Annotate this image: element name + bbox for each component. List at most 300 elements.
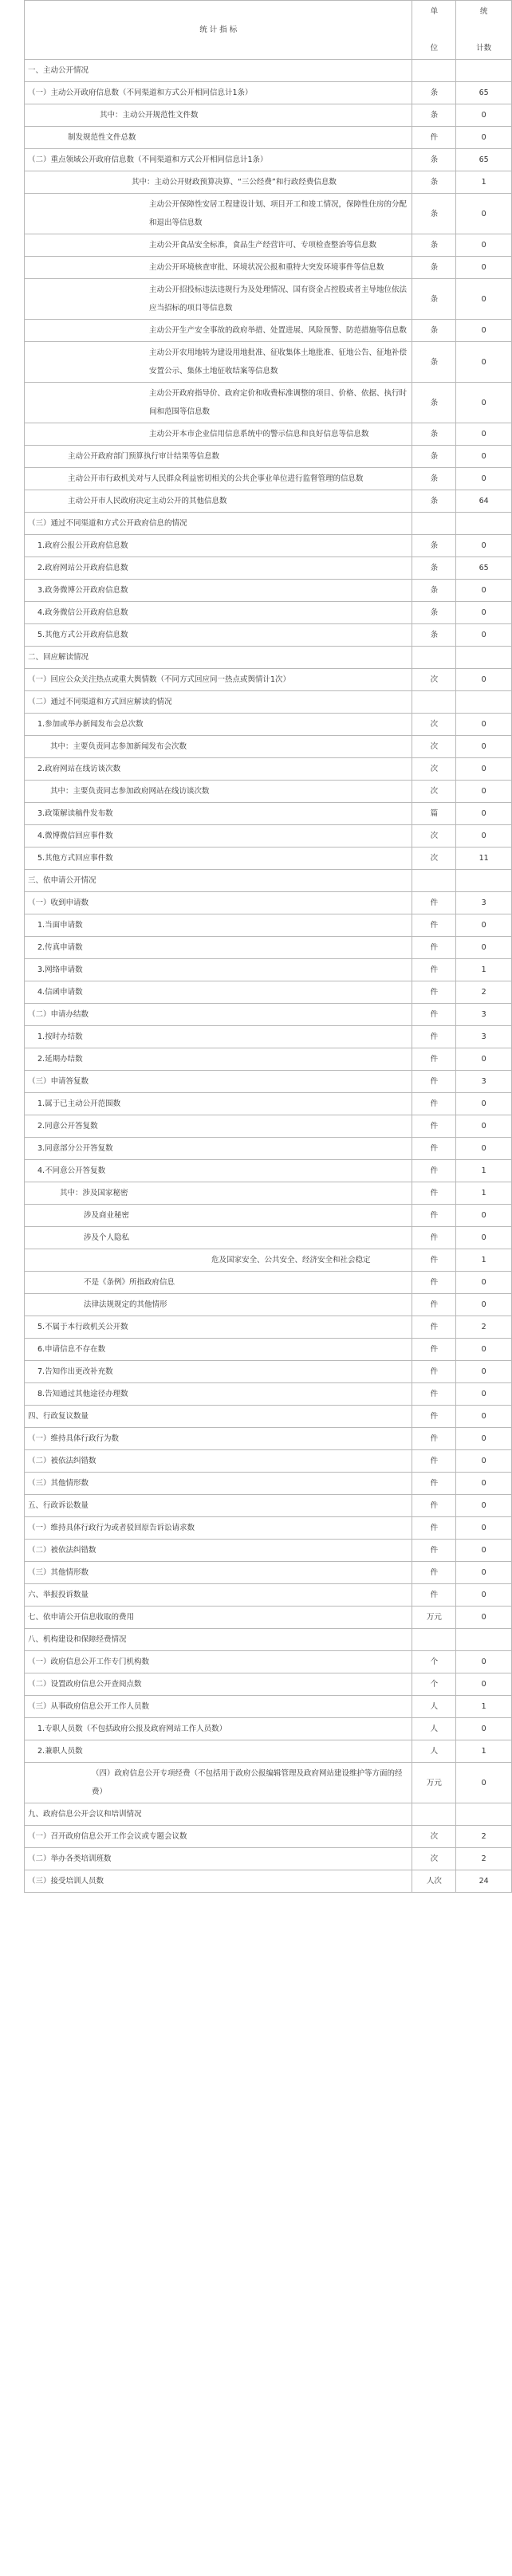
unit-cell: 件 xyxy=(412,1406,456,1428)
table-row xyxy=(25,1383,512,1406)
indicator-cell: 1.当面申请数 xyxy=(25,914,412,937)
table-row xyxy=(25,82,512,104)
unit-cell: 件 xyxy=(412,1540,456,1562)
unit-cell: 件 xyxy=(412,1339,456,1361)
count-cell: 0 xyxy=(456,758,512,781)
count-cell: 0 xyxy=(456,104,512,127)
table-row xyxy=(25,1294,512,1316)
count-cell: 1 xyxy=(456,1160,512,1182)
unit-cell: 个 xyxy=(412,1673,456,1696)
table-row xyxy=(25,1361,512,1383)
count-cell: 0 xyxy=(456,1406,512,1428)
unit-cell: 件 xyxy=(412,914,456,937)
unit-cell: 件 xyxy=(412,1004,456,1026)
indicator-cell: （四）政府信息公开专项经费（不包括用于政府公报编辑管理及政府网站建设维护等方面的经费） xyxy=(25,1763,412,1803)
unit-cell: 次 xyxy=(412,1826,456,1848)
unit-cell: 条 xyxy=(412,257,456,279)
count-cell: 0 xyxy=(456,1517,512,1540)
unit-cell: 件 xyxy=(412,1093,456,1115)
count-cell: 0 xyxy=(456,383,512,423)
table-row xyxy=(25,959,512,981)
indicator-cell: 主动公开市人民政府决定主动公开的其他信息数 xyxy=(25,490,412,513)
indicator-cell: 其中：主动公开规范性文件数 xyxy=(25,104,412,127)
unit-cell: 人 xyxy=(412,1718,456,1740)
indicator-cell: 涉及商业秘密 xyxy=(25,1205,412,1227)
unit-cell: 条 xyxy=(412,468,456,490)
count-cell: 0 xyxy=(456,937,512,959)
table-row xyxy=(25,1848,512,1870)
unit-cell: 件 xyxy=(412,1316,456,1339)
table-row xyxy=(25,1428,512,1450)
table-row xyxy=(25,1870,512,1893)
unit-cell: 条 xyxy=(412,580,456,602)
count-cell: 3 xyxy=(456,1004,512,1026)
unit-cell: 条 xyxy=(412,446,456,468)
count-cell: 0 xyxy=(456,234,512,257)
table-row xyxy=(25,1115,512,1138)
unit-cell: 条 xyxy=(412,149,456,171)
count-cell xyxy=(456,691,512,714)
unit-cell: 件 xyxy=(412,1517,456,1540)
indicator-cell: 主动公开农用地转为建设用地批准、征收集体土地批准、征地公告、征地补偿安置公示、集体土地征收结案等信息数 xyxy=(25,342,412,383)
indicator-cell: （一）维持具体行政行为或者驳回原告诉讼请求数 xyxy=(25,1517,412,1540)
indicator-cell: 涉及个人隐私 xyxy=(25,1227,412,1249)
unit-cell: 件 xyxy=(412,1071,456,1093)
table-row xyxy=(25,104,512,127)
count-cell: 0 xyxy=(456,320,512,342)
count-cell: 1 xyxy=(456,1740,512,1763)
count-cell: 0 xyxy=(456,1651,512,1673)
indicator-cell: 2.延期办结数 xyxy=(25,1048,412,1071)
table-row xyxy=(25,1004,512,1026)
indicator-cell: 主动公开招投标违法违规行为及处理情况、国有资金占控股或者主导地位依法应当招标的项目等信息数 xyxy=(25,279,412,320)
unit-cell: 件 xyxy=(412,1450,456,1473)
indicator-cell: （一）召开政府信息公开工作会议或专题会议数 xyxy=(25,1826,412,1848)
indicator-cell: 2.政府网站公开政府信息数 xyxy=(25,557,412,580)
indicator-cell: （二）设置政府信息公开查阅点数 xyxy=(25,1673,412,1696)
unit-cell: 次 xyxy=(412,669,456,691)
count-cell: 3 xyxy=(456,1026,512,1048)
header-count xyxy=(456,1,512,60)
table-row xyxy=(25,1584,512,1607)
indicator-cell: 主动公开本市企业信用信息系统中的警示信息和良好信息等信息数 xyxy=(25,423,412,446)
indicator-cell: 六、举报投诉数量 xyxy=(25,1584,412,1607)
table-row xyxy=(25,825,512,848)
table-row xyxy=(25,1093,512,1115)
table-row xyxy=(25,1540,512,1562)
count-cell: 0 xyxy=(456,825,512,848)
indicator-cell: （一）回应公众关注热点或重大舆情数（不同方式回应同一热点或舆情计1次） xyxy=(25,669,412,691)
table-row xyxy=(25,383,512,423)
indicator-cell: 主动公开食品安全标准，食品生产经营许可、专项检查整治等信息数 xyxy=(25,234,412,257)
table-row xyxy=(25,1517,512,1540)
count-cell xyxy=(456,647,512,669)
unit-cell: 次 xyxy=(412,848,456,870)
indicator-cell: 危及国家安全、公共安全、经济安全和社会稳定 xyxy=(25,1249,412,1272)
indicator-cell: 主动公开政府指导价、政府定价和收费标准调整的项目、价格、依据、执行时间和范围等信息数 xyxy=(25,383,412,423)
count-cell: 0 xyxy=(456,1495,512,1517)
count-cell: 0 xyxy=(456,468,512,490)
table-row xyxy=(25,535,512,557)
count-cell: 0 xyxy=(456,624,512,647)
table-row xyxy=(25,1227,512,1249)
count-cell: 0 xyxy=(456,1562,512,1584)
unit-cell: 条 xyxy=(412,342,456,383)
table-row xyxy=(25,1763,512,1803)
count-cell: 2 xyxy=(456,1826,512,1848)
indicator-cell: 制发规范性文件总数 xyxy=(25,127,412,149)
count-cell: 1 xyxy=(456,1182,512,1205)
indicator-cell: 其中：涉及国家秘密 xyxy=(25,1182,412,1205)
table-row xyxy=(25,669,512,691)
table-row xyxy=(25,1205,512,1227)
table-row xyxy=(25,149,512,171)
unit-cell xyxy=(412,513,456,535)
unit-cell: 件 xyxy=(412,1138,456,1160)
unit-cell: 次 xyxy=(412,758,456,781)
unit-cell: 件 xyxy=(412,1294,456,1316)
indicator-cell: 不是《条例》所指政府信息 xyxy=(25,1272,412,1294)
indicator-cell: 4.政务微信公开政府信息数 xyxy=(25,602,412,624)
unit-cell: 万元 xyxy=(412,1763,456,1803)
indicator-cell: 8.告知通过其他途径办理数 xyxy=(25,1383,412,1406)
indicator-cell: 七、依申请公开信息收取的费用 xyxy=(25,1607,412,1629)
indicator-cell: （一）政府信息公开工作专门机构数 xyxy=(25,1651,412,1673)
unit-cell: 件 xyxy=(412,1562,456,1584)
count-cell: 11 xyxy=(456,848,512,870)
indicator-cell: （一）收到申请数 xyxy=(25,892,412,914)
indicator-cell: （二）被依法纠错数 xyxy=(25,1450,412,1473)
count-cell: 1 xyxy=(456,959,512,981)
unit-cell: 条 xyxy=(412,82,456,104)
count-cell: 0 xyxy=(456,714,512,736)
unit-cell: 件 xyxy=(412,1584,456,1607)
table-row xyxy=(25,914,512,937)
table-row xyxy=(25,624,512,647)
count-cell: 0 xyxy=(456,1428,512,1450)
table-row xyxy=(25,848,512,870)
indicator-cell: （三）通过不同渠道和方式公开政府信息的情况 xyxy=(25,513,412,535)
unit-cell: 件 xyxy=(412,1272,456,1294)
unit-cell: 件 xyxy=(412,1227,456,1249)
indicator-cell: 三、依申请公开情况 xyxy=(25,870,412,892)
unit-cell: 次 xyxy=(412,825,456,848)
count-cell: 0 xyxy=(456,1272,512,1294)
count-cell: 0 xyxy=(456,1205,512,1227)
unit-cell: 件 xyxy=(412,1115,456,1138)
indicator-cell: 主动公开保障性安居工程建设计划、项目开工和竣工情况，保障性住房的分配和退出等信息数 xyxy=(25,194,412,234)
count-cell: 0 xyxy=(456,1718,512,1740)
unit-cell: 条 xyxy=(412,171,456,194)
indicator-cell: 五、行政诉讼数量 xyxy=(25,1495,412,1517)
unit-cell: 件 xyxy=(412,892,456,914)
indicator-cell: 主动公开市行政机关对与人民群众利益密切相关的公共企事业单位进行监督管理的信息数 xyxy=(25,468,412,490)
count-cell: 2 xyxy=(456,1848,512,1870)
table-row xyxy=(25,1673,512,1696)
indicator-cell: 一、主动公开情况 xyxy=(25,60,412,82)
count-cell: 0 xyxy=(456,803,512,825)
unit-cell: 条 xyxy=(412,234,456,257)
table-row xyxy=(25,892,512,914)
unit-cell xyxy=(412,1803,456,1826)
table-row xyxy=(25,513,512,535)
indicator-cell: 其中：主动公开财政预算决算、“三公经费”和行政经费信息数 xyxy=(25,171,412,194)
table-row xyxy=(25,468,512,490)
table-row xyxy=(25,194,512,234)
table-row xyxy=(25,127,512,149)
count-cell: 1 xyxy=(456,1249,512,1272)
table-row xyxy=(25,937,512,959)
table-row xyxy=(25,1160,512,1182)
table-row xyxy=(25,1651,512,1673)
table-row xyxy=(25,60,512,82)
count-cell: 0 xyxy=(456,1138,512,1160)
unit-cell xyxy=(412,1629,456,1651)
count-cell: 0 xyxy=(456,257,512,279)
table-row xyxy=(25,691,512,714)
count-cell: 0 xyxy=(456,535,512,557)
indicator-cell: （二）申请办结数 xyxy=(25,1004,412,1026)
table-row xyxy=(25,781,512,803)
count-cell: 0 xyxy=(456,1763,512,1803)
unit-cell: 人次 xyxy=(412,1870,456,1893)
indicator-cell: （三）申请答复数 xyxy=(25,1071,412,1093)
unit-cell xyxy=(412,60,456,82)
unit-cell: 次 xyxy=(412,736,456,758)
count-cell xyxy=(456,1803,512,1826)
table-row xyxy=(25,736,512,758)
table-row xyxy=(25,490,512,513)
count-cell: 0 xyxy=(456,1294,512,1316)
indicator-cell: （二）举办各类培训班数 xyxy=(25,1848,412,1870)
indicator-cell: 四、行政复议数量 xyxy=(25,1406,412,1428)
table-row xyxy=(25,1495,512,1517)
unit-cell: 条 xyxy=(412,557,456,580)
indicator-cell: 4.微博微信回应事件数 xyxy=(25,825,412,848)
count-cell: 3 xyxy=(456,892,512,914)
unit-cell: 万元 xyxy=(412,1607,456,1629)
table-row xyxy=(25,647,512,669)
count-cell: 0 xyxy=(456,580,512,602)
table-row xyxy=(25,870,512,892)
unit-cell: 篇 xyxy=(412,803,456,825)
table-row xyxy=(25,1182,512,1205)
unit-cell: 件 xyxy=(412,1249,456,1272)
indicator-cell: 5.不属于本行政机关公开数 xyxy=(25,1316,412,1339)
count-cell: 0 xyxy=(456,1227,512,1249)
table-row xyxy=(25,1473,512,1495)
indicator-cell: 二、回应解读情况 xyxy=(25,647,412,669)
unit-cell: 条 xyxy=(412,194,456,234)
unit-cell: 次 xyxy=(412,714,456,736)
indicator-cell: 5.其他方式回应事件数 xyxy=(25,848,412,870)
table-row xyxy=(25,1048,512,1071)
table-row xyxy=(25,342,512,383)
count-cell: 2 xyxy=(456,1316,512,1339)
indicator-cell: 4.信函申请数 xyxy=(25,981,412,1004)
count-cell: 0 xyxy=(456,194,512,234)
table-row xyxy=(25,803,512,825)
table-row xyxy=(25,234,512,257)
count-cell: 65 xyxy=(456,557,512,580)
table-row xyxy=(25,279,512,320)
count-cell: 0 xyxy=(456,1339,512,1361)
unit-cell: 条 xyxy=(412,624,456,647)
indicator-cell: 3.同意部分公开答复数 xyxy=(25,1138,412,1160)
indicator-cell: 主动公开环境核查审批、环境状况公报和重特大突发环境事件等信息数 xyxy=(25,257,412,279)
indicator-cell: （三）从事政府信息公开工作人员数 xyxy=(25,1696,412,1718)
count-cell: 0 xyxy=(456,1450,512,1473)
indicator-cell: （二）重点领域公开政府信息数（不同渠道和方式公开相同信息计1条） xyxy=(25,149,412,171)
count-cell: 0 xyxy=(456,1673,512,1696)
count-cell: 0 xyxy=(456,1473,512,1495)
indicator-cell: 2.政府网站在线访谈次数 xyxy=(25,758,412,781)
table-row xyxy=(25,981,512,1004)
indicator-cell: 1.专职人员数（不包括政府公报及政府网站工作人员数） xyxy=(25,1718,412,1740)
table-row xyxy=(25,758,512,781)
header-unit-line-2: 位 xyxy=(430,44,439,53)
unit-cell: 次 xyxy=(412,1848,456,1870)
indicator-cell: 7.告知作出更改补充数 xyxy=(25,1361,412,1383)
table-row xyxy=(25,1071,512,1093)
count-cell: 0 xyxy=(456,1584,512,1607)
count-cell: 0 xyxy=(456,669,512,691)
unit-cell: 条 xyxy=(412,490,456,513)
indicator-cell: （一）主动公开政府信息数（不同渠道和方式公开相同信息计1条） xyxy=(25,82,412,104)
unit-cell: 件 xyxy=(412,1160,456,1182)
header-indicator: 统 计 指 标 xyxy=(25,1,412,60)
indicator-cell: 其中：主要负责同志参加新闻发布会次数 xyxy=(25,736,412,758)
indicator-cell: 1.属于已主动公开范围数 xyxy=(25,1093,412,1115)
header-unit-line-1: 单 xyxy=(430,7,439,16)
count-cell: 0 xyxy=(456,1048,512,1071)
table-row xyxy=(25,1249,512,1272)
table-row xyxy=(25,1562,512,1584)
indicator-cell: 主动公开生产安全事故的政府举措、处置进展、风险预警、防范措施等信息数 xyxy=(25,320,412,342)
unit-cell: 件 xyxy=(412,127,456,149)
count-cell: 65 xyxy=(456,149,512,171)
indicator-cell: 3.政策解读稿件发布数 xyxy=(25,803,412,825)
count-cell: 1 xyxy=(456,171,512,194)
unit-cell xyxy=(412,691,456,714)
indicator-cell: 5.其他方式公开政府信息数 xyxy=(25,624,412,647)
indicator-cell: 2.同意公开答复数 xyxy=(25,1115,412,1138)
indicator-cell: 2.兼职人员数 xyxy=(25,1740,412,1763)
indicator-cell: 2.传真申请数 xyxy=(25,937,412,959)
unit-cell xyxy=(412,647,456,669)
count-cell: 0 xyxy=(456,342,512,383)
table-row xyxy=(25,1339,512,1361)
table-row xyxy=(25,1272,512,1294)
header-unit xyxy=(412,1,456,60)
count-cell: 0 xyxy=(456,914,512,937)
unit-cell: 个 xyxy=(412,1651,456,1673)
indicator-cell: 九、政府信息公开会议和培训情况 xyxy=(25,1803,412,1826)
count-cell: 0 xyxy=(456,781,512,803)
count-cell: 0 xyxy=(456,1540,512,1562)
indicator-cell: 1.按时办结数 xyxy=(25,1026,412,1048)
count-cell: 0 xyxy=(456,1115,512,1138)
count-cell: 65 xyxy=(456,82,512,104)
count-cell: 0 xyxy=(456,127,512,149)
count-cell: 0 xyxy=(456,446,512,468)
count-cell: 0 xyxy=(456,602,512,624)
indicator-cell: （一）维持具体行政行为数 xyxy=(25,1428,412,1450)
indicator-cell: 1.参加或举办新闻发布会总次数 xyxy=(25,714,412,736)
count-cell: 2 xyxy=(456,981,512,1004)
table-row xyxy=(25,580,512,602)
count-cell: 0 xyxy=(456,423,512,446)
table-row xyxy=(25,714,512,736)
count-cell: 1 xyxy=(456,1696,512,1718)
unit-cell: 人 xyxy=(412,1740,456,1763)
table-row xyxy=(25,1450,512,1473)
statistics-table xyxy=(24,0,512,1893)
indicator-cell: （三）其他情形数 xyxy=(25,1562,412,1584)
table-row xyxy=(25,557,512,580)
unit-cell: 条 xyxy=(412,320,456,342)
indicator-cell: 八、机构建设和保障经费情况 xyxy=(25,1629,412,1651)
unit-cell: 件 xyxy=(412,1026,456,1048)
count-cell xyxy=(456,870,512,892)
indicator-cell: （二）通过不同渠道和方式回应解读的情况 xyxy=(25,691,412,714)
indicator-cell: 1.政府公报公开政府信息数 xyxy=(25,535,412,557)
unit-cell: 件 xyxy=(412,937,456,959)
indicator-cell: 3.政务微博公开政府信息数 xyxy=(25,580,412,602)
count-cell: 24 xyxy=(456,1870,512,1893)
count-cell: 0 xyxy=(456,279,512,320)
table-row xyxy=(25,1138,512,1160)
table-row xyxy=(25,1607,512,1629)
unit-cell: 件 xyxy=(412,1473,456,1495)
indicator-cell: （三）其他情形数 xyxy=(25,1473,412,1495)
unit-cell: 件 xyxy=(412,981,456,1004)
unit-cell: 件 xyxy=(412,1428,456,1450)
table-row xyxy=(25,320,512,342)
unit-cell: 件 xyxy=(412,1383,456,1406)
indicator-cell: （三）接受培训人员数 xyxy=(25,1870,412,1893)
count-cell: 0 xyxy=(456,1093,512,1115)
indicator-cell: 3.网络申请数 xyxy=(25,959,412,981)
unit-cell: 件 xyxy=(412,1495,456,1517)
table-row xyxy=(25,1406,512,1428)
indicator-cell: （二）被依法纠错数 xyxy=(25,1540,412,1562)
unit-cell: 件 xyxy=(412,1182,456,1205)
table-row xyxy=(25,1803,512,1826)
count-cell xyxy=(456,513,512,535)
unit-cell: 条 xyxy=(412,104,456,127)
unit-cell: 件 xyxy=(412,959,456,981)
unit-cell: 条 xyxy=(412,423,456,446)
table-row xyxy=(25,446,512,468)
unit-cell: 件 xyxy=(412,1048,456,1071)
count-cell: 3 xyxy=(456,1071,512,1093)
table-row xyxy=(25,257,512,279)
table-row xyxy=(25,1718,512,1740)
table-row xyxy=(25,1696,512,1718)
table-row xyxy=(25,171,512,194)
indicator-cell: 法律法规规定的其他情形 xyxy=(25,1294,412,1316)
count-cell: 0 xyxy=(456,1383,512,1406)
unit-cell xyxy=(412,870,456,892)
table-row xyxy=(25,423,512,446)
table-row xyxy=(25,1629,512,1651)
table-row xyxy=(25,602,512,624)
table-body xyxy=(25,60,512,1893)
count-cell: 0 xyxy=(456,736,512,758)
count-cell: 64 xyxy=(456,490,512,513)
count-cell: 0 xyxy=(456,1607,512,1629)
